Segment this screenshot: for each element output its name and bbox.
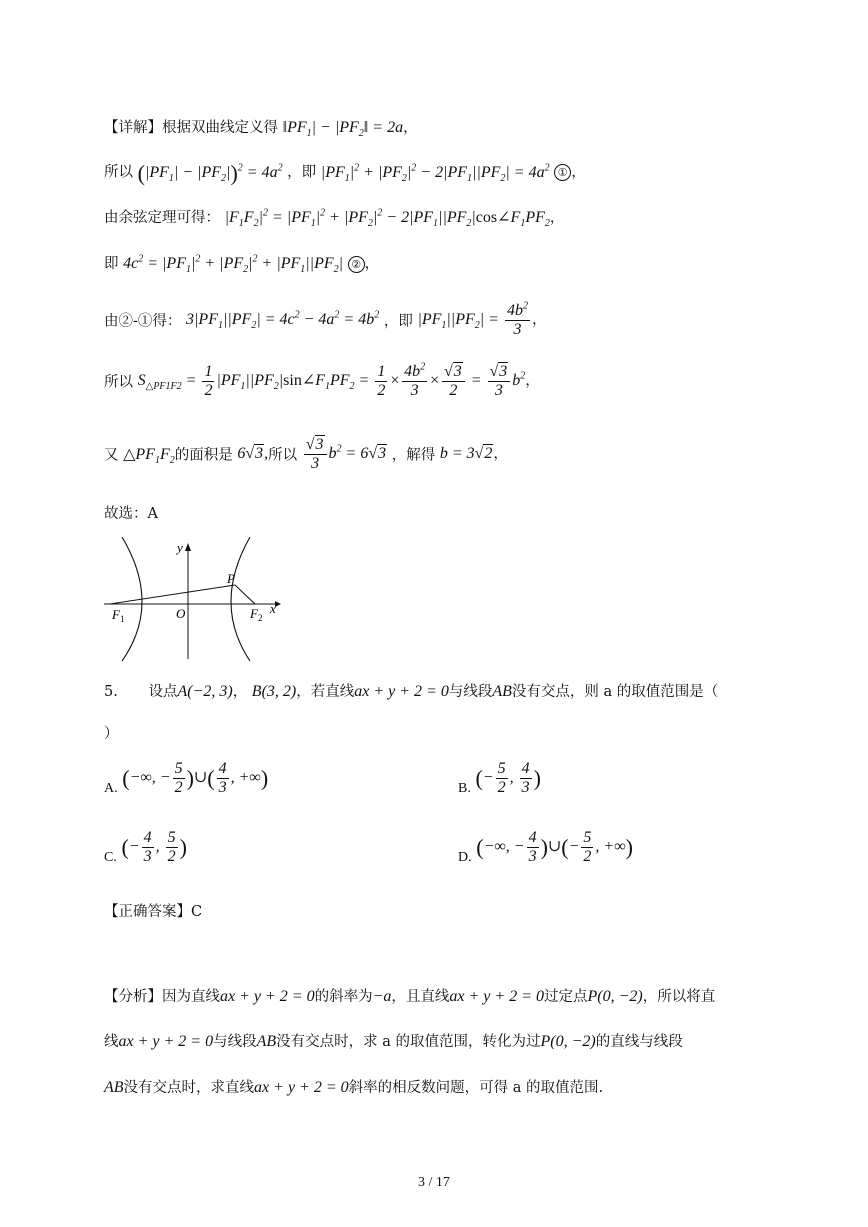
option-label: B. xyxy=(458,781,471,796)
analysis-line-3 xyxy=(104,1076,603,1097)
question-text: 设点 xyxy=(148,684,178,700)
segment-ab: AB xyxy=(492,683,512,700)
detail-text: 由②-①得： xyxy=(104,313,182,330)
circle-marker-2: ② xyxy=(348,256,365,273)
line-equation: ax + y + 2 = 0 xyxy=(220,988,315,1005)
math-expression: b = 3√2 xyxy=(439,445,493,463)
option-c[interactable] xyxy=(104,829,187,866)
analysis-text: ，且直线 xyxy=(391,989,450,1005)
detail-label: 【详解】 xyxy=(104,120,162,136)
option-label: A. xyxy=(104,781,118,796)
origin-label: O xyxy=(176,606,186,621)
detail-text: 即 xyxy=(104,256,119,272)
point-a: A(−2, 3) xyxy=(177,683,233,700)
option-b[interactable] xyxy=(458,760,541,797)
analysis-text: 斜率的相反数问题，可得 a 的取值范围. xyxy=(348,1080,604,1096)
analysis-text: 与线段 xyxy=(213,1034,257,1050)
detail-line-3: 由余弦定理可得： $|F_1F_2|^2 = |PF_1|^2 + |PF_2|^2$ − $2|PF_1||PF_2|\cos\angle F_1PF_2$， xyxy=(104,207,565,230)
point-b: B(3, 2) xyxy=(251,683,297,700)
detail-text: 所以 xyxy=(268,447,298,464)
option-a[interactable] xyxy=(104,760,268,797)
point-p-label: P xyxy=(227,571,235,586)
x-label: x xyxy=(270,601,276,616)
detail-text: 由余弦定理可得： xyxy=(104,210,220,226)
correct-answer: 【正确答案】C xyxy=(104,904,203,920)
question-5: 5. 设点A(−2, 3)， B(3, 2)，若直线ax + y + 2 = 0与线段AB没有交点，则 a 的取值范围是（ xyxy=(104,683,719,700)
option-d-value: (−∞, − $\frac{4}{3}$ )∪(− $\frac{5}{2}$ , +∞) xyxy=(476,829,633,865)
line-equation: ax + y + 2 = 0 xyxy=(118,1033,214,1050)
analysis-text: 的斜率为 xyxy=(314,989,373,1005)
math-expression: $|PF_1|^2 + |PF_2|^2 - 2|PF_1||PF_2| = 4a^2$ xyxy=(320,162,550,184)
line-equation: ax + y + 2 = 0 xyxy=(354,683,449,700)
hyperbola-figure xyxy=(100,537,300,662)
math-expression: $3|PF_1||PF_2| = 4c^2 - 4a^2 = 4b^2$ xyxy=(186,309,380,332)
detail-text: 的面积是 xyxy=(174,447,233,464)
math-expression: 6√3, xyxy=(237,445,269,463)
detail-line-1: 【详解】根据双曲线定义得 $‖PF_1|$ − $|PF_2‖ = 2a$， xyxy=(104,119,418,140)
analysis-label: 【分析】 xyxy=(104,989,162,1005)
y-label: y xyxy=(177,540,183,555)
option-b-value: (− $\frac{5}{2}$ , $\frac{4}{3}$ ) xyxy=(475,760,541,796)
question-close-paren: ） xyxy=(104,726,119,742)
option-d[interactable] xyxy=(458,829,633,866)
detail-line-2: 所以 $(|PF_1| - |PF_2|)^2 = 4a^2$ ，即 $|PF_1|^2 + |PF_2|^2 - 2|PF_1||PF_2| = 4a^2$ ① ， xyxy=(104,160,586,185)
question-number: 5. xyxy=(104,684,118,700)
analysis-text: 没有交点时，求直线 xyxy=(123,1080,255,1096)
segment-ab: AB xyxy=(256,1033,277,1050)
detail-choose: 故选：A xyxy=(104,506,158,522)
analysis-line-2 xyxy=(104,1030,683,1051)
fixed-point: P(0, −2) xyxy=(540,1033,596,1050)
segment-F1P xyxy=(110,585,235,604)
x-axis-arrow xyxy=(275,601,281,607)
math-expression: $S_{\triangle PF1F2}$ = $\frac{1}{2}$ $|PF_1||PF_2|\sin\angle F_1PF_2$ = $\frac{1}{2}$ × $\frac{4b^2}{3}$ × $\frac{√3}{2}$ = $\frac{√3}{3}$ $b^2$ xyxy=(137,361,526,399)
left-branch xyxy=(122,537,142,661)
segment-PF2 xyxy=(235,585,255,604)
math-expression: $\triangle PF_1F_2$ xyxy=(123,446,175,467)
analysis-text: 因为直线 xyxy=(162,989,220,1005)
math-expression: $|F_1F_2|^2 = |PF_1|^2 + |PF_2|^2$ − $2|PF_1||PF_2|\cos\angle F_1PF_2$ xyxy=(224,207,550,230)
detail-line-6: 所以 $S_{\triangle PF1F2}$ = $\frac{1}{2}$ $|PF_1||PF_2|\sin\angle F_1PF_2$ = $\frac{1}{2}$ × $\frac{4b^2}{3}$ × $\frac{√3}{2}$ = $\frac{√3}{3}$ $b^2$， xyxy=(104,361,540,399)
detail-line-5: 由②-①得： $3|PF_1||PF_2| = 4c^2 - 4a^2 = 4b^2$ ，即 $|PF_1||PF_2|$ = $\frac{4b^2}{3}$ ， xyxy=(104,300,547,338)
math-expression: $4c^2 = |PF_1|^2 + |PF_2|^2 + |PF_1||PF_2|$ xyxy=(123,253,344,276)
question-text: 没有交点，则 a 的取值范围是（ xyxy=(511,684,719,700)
analysis-line-1 xyxy=(104,985,715,1006)
segment-ab: AB xyxy=(104,1079,124,1096)
analysis-text: 没有交点时，求 a 的取值范围，转化为过 xyxy=(276,1034,541,1050)
option-a-value: (−∞, − $\frac{5}{2}$ )∪( $\frac{4}{3}$ , +∞) xyxy=(122,760,269,796)
analysis-text: ，所以将直 xyxy=(642,989,716,1005)
analysis-text: 线 xyxy=(104,1034,119,1050)
detail-text: 又 xyxy=(104,447,119,464)
page-number: 3 / 17 xyxy=(418,1175,450,1190)
math-expression: $‖PF_1|$ − $|PF_2‖ = 2a$ xyxy=(282,119,404,140)
fixed-point: P(0, −2) xyxy=(587,988,643,1005)
detail-text: 根据双曲线定义得 xyxy=(162,120,278,136)
option-c-value: (− $\frac{4}{3}$ , $\frac{5}{2}$ ) xyxy=(121,829,187,865)
circle-marker-1: ① xyxy=(554,164,571,181)
y-axis-arrow xyxy=(185,543,191,551)
slope-expression: −a xyxy=(372,988,392,1005)
question-text: ，若直线 xyxy=(296,684,355,700)
detail-text: 所以 xyxy=(104,164,133,181)
line-equation: ax + y + 2 = 0 xyxy=(449,988,544,1005)
question-text: 与线段 xyxy=(448,684,493,700)
math-expression: $|PF_1||PF_2|$ = $\frac{4b^2}{3}$ xyxy=(417,300,528,338)
right-branch xyxy=(231,537,250,661)
analysis-text: 的直线与线段 xyxy=(595,1034,683,1050)
detail-text: 所以 xyxy=(104,374,133,391)
line-equation: ax + y + 2 = 0 xyxy=(254,1079,349,1096)
detail-text: ，解得 xyxy=(391,447,436,464)
math-expression: $(|PF_1| - |PF_2|)^2 = 4a^2$ xyxy=(137,160,283,185)
option-label: C. xyxy=(104,850,117,865)
detail-text: ，即 xyxy=(383,313,413,330)
analysis-text: 过定点 xyxy=(543,989,588,1005)
f1-label: $F_1$ xyxy=(112,607,125,624)
f2-label: $F_2$ xyxy=(250,606,263,623)
math-expression: $\frac{√3}{3}$ $b^2 = 6√3$ xyxy=(305,436,387,472)
detail-text: ，即 xyxy=(287,164,317,181)
detail-line-4: 即 $4c^2 = |PF_1|^2 + |PF_2|^2 + |PF_1||PF_2|$ ② ， xyxy=(104,253,380,276)
option-label: D. xyxy=(458,850,472,865)
detail-line-7: 又 $\triangle PF_1F_2$的面积是 6√3,所以 $\frac{√3}{3}$ $b^2 = 6√3$ ，解得 b = 3√2， xyxy=(104,436,508,472)
